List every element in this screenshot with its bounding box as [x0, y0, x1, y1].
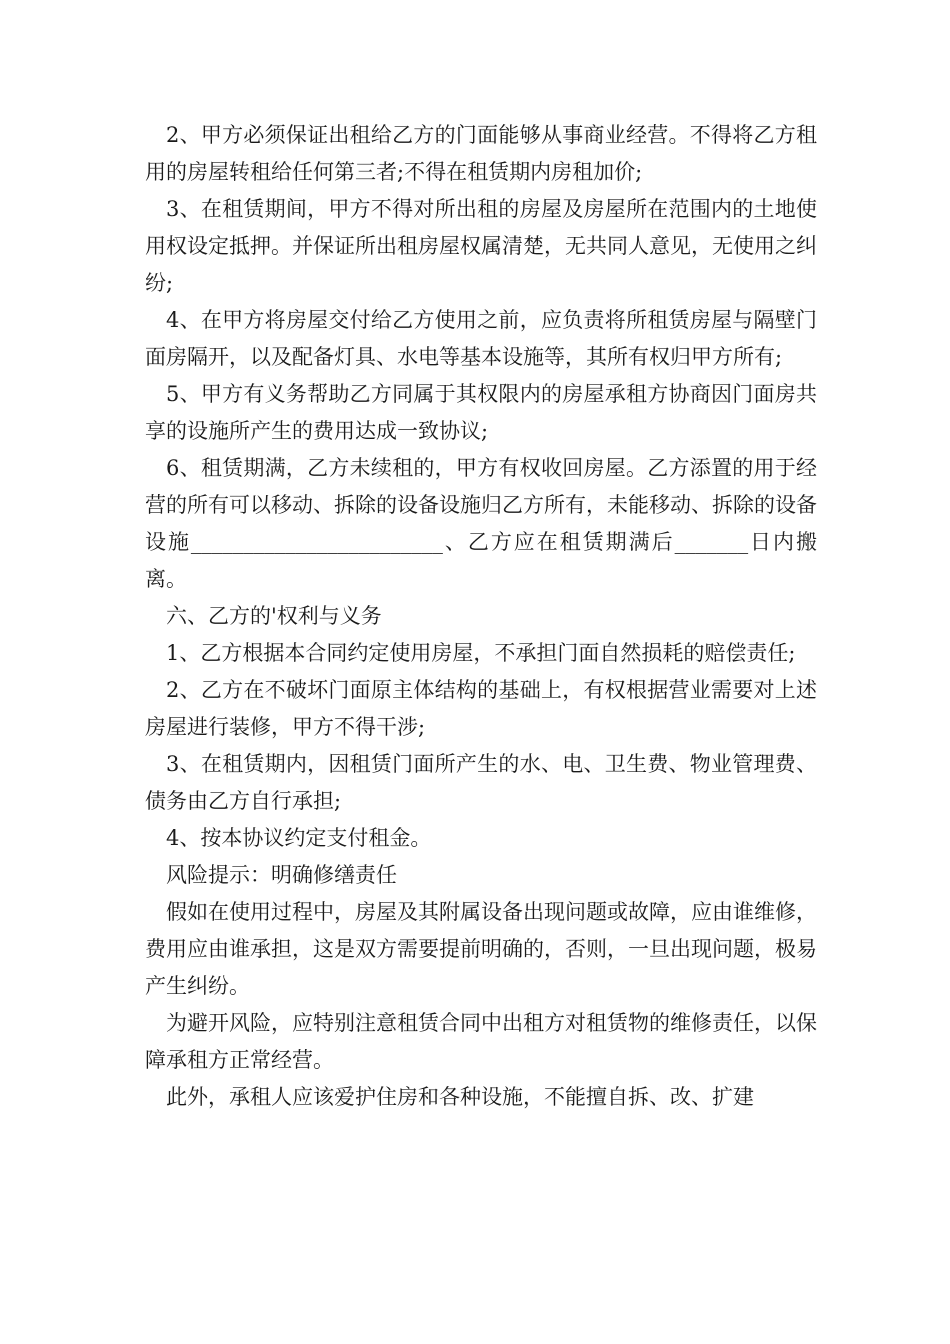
section-heading-tenant-rights: 六、乙方的'权利与义务: [166, 604, 382, 628]
risk-paragraph-3: 此外，承租人应该爱护住房和各种设施，不能擅自拆、改、扩建: [166, 1085, 754, 1109]
clause-6-lease-expiry: 6、租赁期满，乙方未续租的，甲方有权收回房屋。乙方添置的用于经营的所有可以移动、拆除的设备设施归乙方所有，未能移动、拆除的设备设施________________________、乙方应在租赁期满后_______日内搬离。: [145, 456, 817, 591]
risk-tip-heading: 风险提示：明确修缮责任: [166, 863, 397, 887]
clause-2-landlord-business-use: 2、甲方必须保证出租给乙方的门面能够从事商业经营。不得将乙方租用的房屋转租给任何第三者;不得在租赁期内房租加价;: [145, 123, 817, 184]
tenant-clause-4: 4、按本协议约定支付租金。: [166, 826, 432, 850]
document-body: [145, 117, 817, 1116]
risk-paragraph-2: 为避开风险，应特别注意租赁合同中出租方对租赁物的维修责任，以保障承租方正常经营。: [145, 1011, 817, 1072]
clause-5-shared-facilities: 5、甲方有义务帮助乙方同属于其权限内的房屋承租方协商因门面房共享的设施所产生的费用达成一致协议;: [145, 382, 817, 443]
risk-paragraph-1: 假如在使用过程中，房屋及其附属设备出现问题或故障，应由谁维修，费用应由谁承担，这是双方需要提前明确的，否则，一旦出现问题，极易产生纠纷。: [145, 900, 817, 998]
clause-4-partition-facilities: 4、在甲方将房屋交付给乙方使用之前，应负责将所租赁房屋与隔壁门面房隔开，以及配备灯具、水电等基本设施等，其所有权归甲方所有;: [145, 308, 817, 369]
tenant-clause-3: 3、在租赁期内，因租赁门面所产生的水、电、卫生费、物业管理费、债务由乙方自行承担;: [145, 752, 817, 813]
tenant-clause-1: 1、乙方根据本合同约定使用房屋，不承担门面自然损耗的赔偿责任;: [166, 641, 796, 665]
clause-3-no-mortgage: 3、在租赁期间，甲方不得对所出租的房屋及房屋所在范围内的土地使用权设定抵押。并保证所出租房屋权属清楚，无共同人意见，无使用之纠纷;: [145, 197, 817, 295]
tenant-clause-2: 2、乙方在不破坏门面原主体结构的基础上，有权根据营业需要对上述房屋进行装修，甲方不得干涉;: [145, 678, 817, 739]
